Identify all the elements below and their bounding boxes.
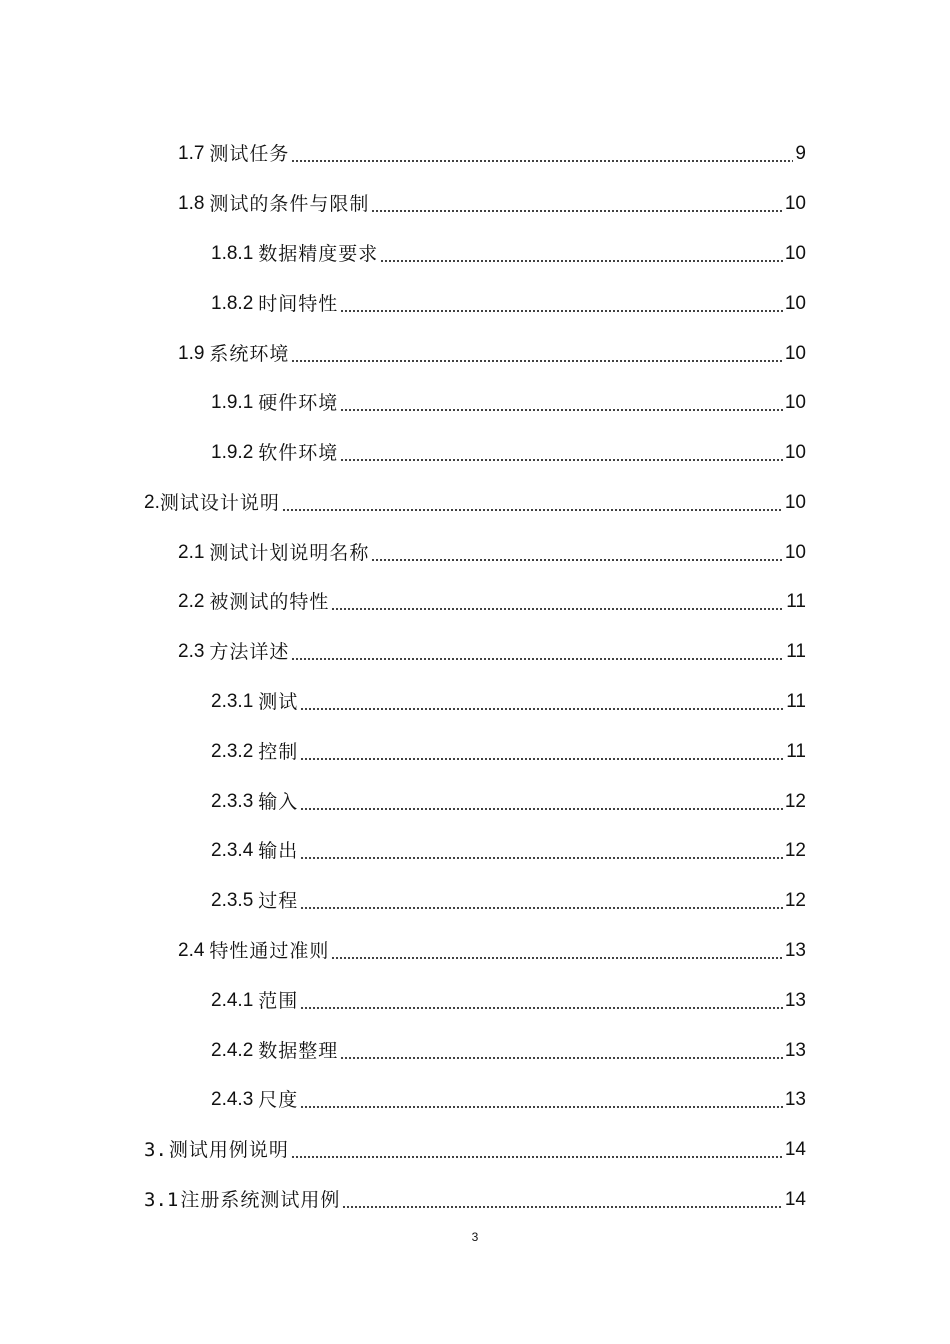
toc-dot-leader bbox=[300, 758, 784, 760]
toc-entry-page: 14 bbox=[784, 1139, 806, 1160]
toc-entry-page: 12 bbox=[784, 840, 806, 861]
toc-dot-leader bbox=[300, 1106, 783, 1108]
toc-entry[interactable] bbox=[178, 933, 806, 963]
toc-entry-page: 11 bbox=[786, 691, 806, 712]
toc-entry-title: 系统环境 bbox=[209, 343, 290, 365]
toc-entry-number: 2.4.3 bbox=[211, 1089, 254, 1110]
toc-entry-number: 2.3.3 bbox=[211, 791, 254, 812]
toc-dot-leader bbox=[340, 310, 783, 312]
toc-entry-title: 控制 bbox=[258, 741, 299, 763]
toc-entry-title: 测试的条件与限制 bbox=[209, 193, 370, 215]
toc-entry-title: 方法详述 bbox=[209, 641, 290, 663]
toc-entry-number: 3.1 bbox=[144, 1189, 179, 1211]
toc-dot-leader bbox=[331, 608, 784, 610]
page-number: 3 bbox=[471, 1230, 479, 1244]
toc-entry-page: 13 bbox=[784, 990, 806, 1011]
toc-entry-page: 13 bbox=[784, 1040, 806, 1061]
toc-entry[interactable] bbox=[211, 435, 806, 465]
toc-entry[interactable] bbox=[144, 1132, 806, 1162]
toc-dot-leader bbox=[300, 808, 783, 810]
toc-entry-number: 1.8.2 bbox=[211, 293, 254, 314]
toc-entry-number: 1.7 bbox=[178, 143, 205, 164]
toc-entry-title: 测试计划说明名称 bbox=[209, 542, 370, 564]
toc-entry-title: 过程 bbox=[258, 890, 299, 912]
toc-dot-leader bbox=[300, 708, 784, 710]
toc-entry[interactable] bbox=[211, 883, 806, 913]
toc-entry-page: 10 bbox=[784, 193, 806, 214]
toc-entry-title: 测试设计说明 bbox=[159, 492, 280, 514]
toc-entry-number: 1.8.1 bbox=[211, 243, 254, 264]
toc-dot-leader bbox=[340, 459, 783, 461]
toc-entry-title: 测试 bbox=[258, 691, 299, 713]
toc-dot-leader bbox=[371, 210, 782, 212]
toc-entry-number: 2.2 bbox=[178, 591, 205, 612]
toc-entry[interactable] bbox=[211, 1082, 806, 1112]
toc-entry-number: 3. bbox=[144, 1139, 167, 1161]
toc-entry-title: 数据精度要求 bbox=[258, 243, 379, 265]
toc-entry[interactable] bbox=[211, 286, 806, 316]
toc-entry[interactable] bbox=[211, 385, 806, 415]
toc-entry[interactable] bbox=[178, 136, 806, 166]
toc-dot-leader bbox=[291, 160, 793, 162]
toc-dot-leader bbox=[342, 1206, 783, 1208]
toc-entry-title: 输入 bbox=[258, 791, 299, 813]
toc-dot-leader bbox=[300, 1007, 783, 1009]
toc-entry-page: 10 bbox=[784, 293, 806, 314]
toc-entry[interactable] bbox=[211, 236, 806, 266]
toc-entry-number: 2.3.4 bbox=[211, 840, 254, 861]
toc-entry[interactable] bbox=[211, 833, 806, 863]
toc-dot-leader bbox=[300, 907, 783, 909]
toc-entry[interactable] bbox=[211, 784, 806, 814]
toc-dot-leader bbox=[371, 559, 782, 561]
toc-entry-number: 2.3.1 bbox=[211, 691, 254, 712]
toc-entry-title: 特性通过准则 bbox=[209, 940, 330, 962]
toc-entry-number: 2.1 bbox=[178, 542, 205, 563]
toc-entry-title: 时间特性 bbox=[258, 293, 339, 315]
toc-entry-page: 13 bbox=[784, 1089, 806, 1110]
toc-dot-leader bbox=[300, 857, 783, 859]
toc-entry-page: 11 bbox=[786, 741, 806, 762]
toc-entry-page: 11 bbox=[786, 641, 806, 662]
toc-entry-page: 14 bbox=[784, 1189, 806, 1210]
toc-entry-number: 2.3.5 bbox=[211, 890, 254, 911]
toc-entry-title: 测试任务 bbox=[209, 143, 290, 165]
toc-entry-number: 2.4 bbox=[178, 940, 205, 961]
toc-entry-title: 输出 bbox=[258, 840, 299, 862]
toc-entry-number: 2.4.1 bbox=[211, 990, 254, 1011]
toc-entry-number: 2.3 bbox=[178, 641, 205, 662]
toc-entry[interactable] bbox=[211, 983, 806, 1013]
toc-entry-number: 2. bbox=[144, 492, 160, 513]
toc-entry-number: 1.9.1 bbox=[211, 392, 254, 413]
toc-entry-title: 硬件环境 bbox=[258, 392, 339, 414]
toc-entry-number: 2.4.2 bbox=[211, 1040, 254, 1061]
toc-entry-number: 2.3.2 bbox=[211, 741, 254, 762]
toc-entry-title: 被测试的特性 bbox=[209, 591, 330, 613]
toc-entry-number: 1.9 bbox=[178, 343, 205, 364]
toc-dot-leader bbox=[291, 1156, 783, 1158]
toc-entry-title: 范围 bbox=[258, 990, 299, 1012]
toc-entry[interactable] bbox=[144, 1182, 806, 1212]
toc-entry[interactable] bbox=[211, 684, 806, 714]
toc-dot-leader bbox=[380, 260, 783, 262]
toc-dot-leader bbox=[331, 957, 782, 959]
toc-dot-leader bbox=[340, 1057, 783, 1059]
toc-entry-title: 软件环境 bbox=[258, 442, 339, 464]
toc-entry[interactable] bbox=[144, 485, 806, 515]
toc-entry[interactable] bbox=[178, 634, 806, 664]
toc-entry-title: 数据整理 bbox=[258, 1040, 339, 1062]
toc-entry-page: 10 bbox=[784, 492, 806, 513]
toc-entry-page: 10 bbox=[784, 343, 806, 364]
toc-entry[interactable] bbox=[211, 734, 806, 764]
toc-entry-title: 尺度 bbox=[258, 1089, 299, 1111]
toc-entry[interactable] bbox=[178, 584, 806, 614]
toc-entry-title: 注册系统测试用例 bbox=[180, 1189, 341, 1211]
toc-entry-page: 11 bbox=[786, 591, 806, 612]
toc-entry[interactable] bbox=[211, 1033, 806, 1063]
toc-entry-page: 10 bbox=[784, 542, 806, 563]
toc-dot-leader bbox=[340, 409, 783, 411]
toc-dot-leader bbox=[291, 658, 784, 660]
toc-entry-title: 测试用例说明 bbox=[168, 1139, 289, 1161]
toc-entry-page: 12 bbox=[784, 890, 806, 911]
toc-dot-leader bbox=[282, 509, 783, 511]
toc-entry-number: 1.8 bbox=[178, 193, 205, 214]
toc-entry-page: 10 bbox=[784, 392, 806, 413]
toc-entry[interactable] bbox=[178, 535, 806, 565]
toc-entry[interactable] bbox=[178, 336, 806, 366]
toc-entry[interactable] bbox=[178, 186, 806, 216]
toc-entry-page: 10 bbox=[784, 442, 806, 463]
toc-entry-page: 13 bbox=[784, 940, 806, 961]
toc-entry-page: 10 bbox=[784, 243, 806, 264]
toc-entry-page: 12 bbox=[784, 791, 806, 812]
toc-entry-page: 9 bbox=[795, 143, 806, 164]
toc-entry-number: 1.9.2 bbox=[211, 442, 254, 463]
toc-dot-leader bbox=[291, 360, 782, 362]
